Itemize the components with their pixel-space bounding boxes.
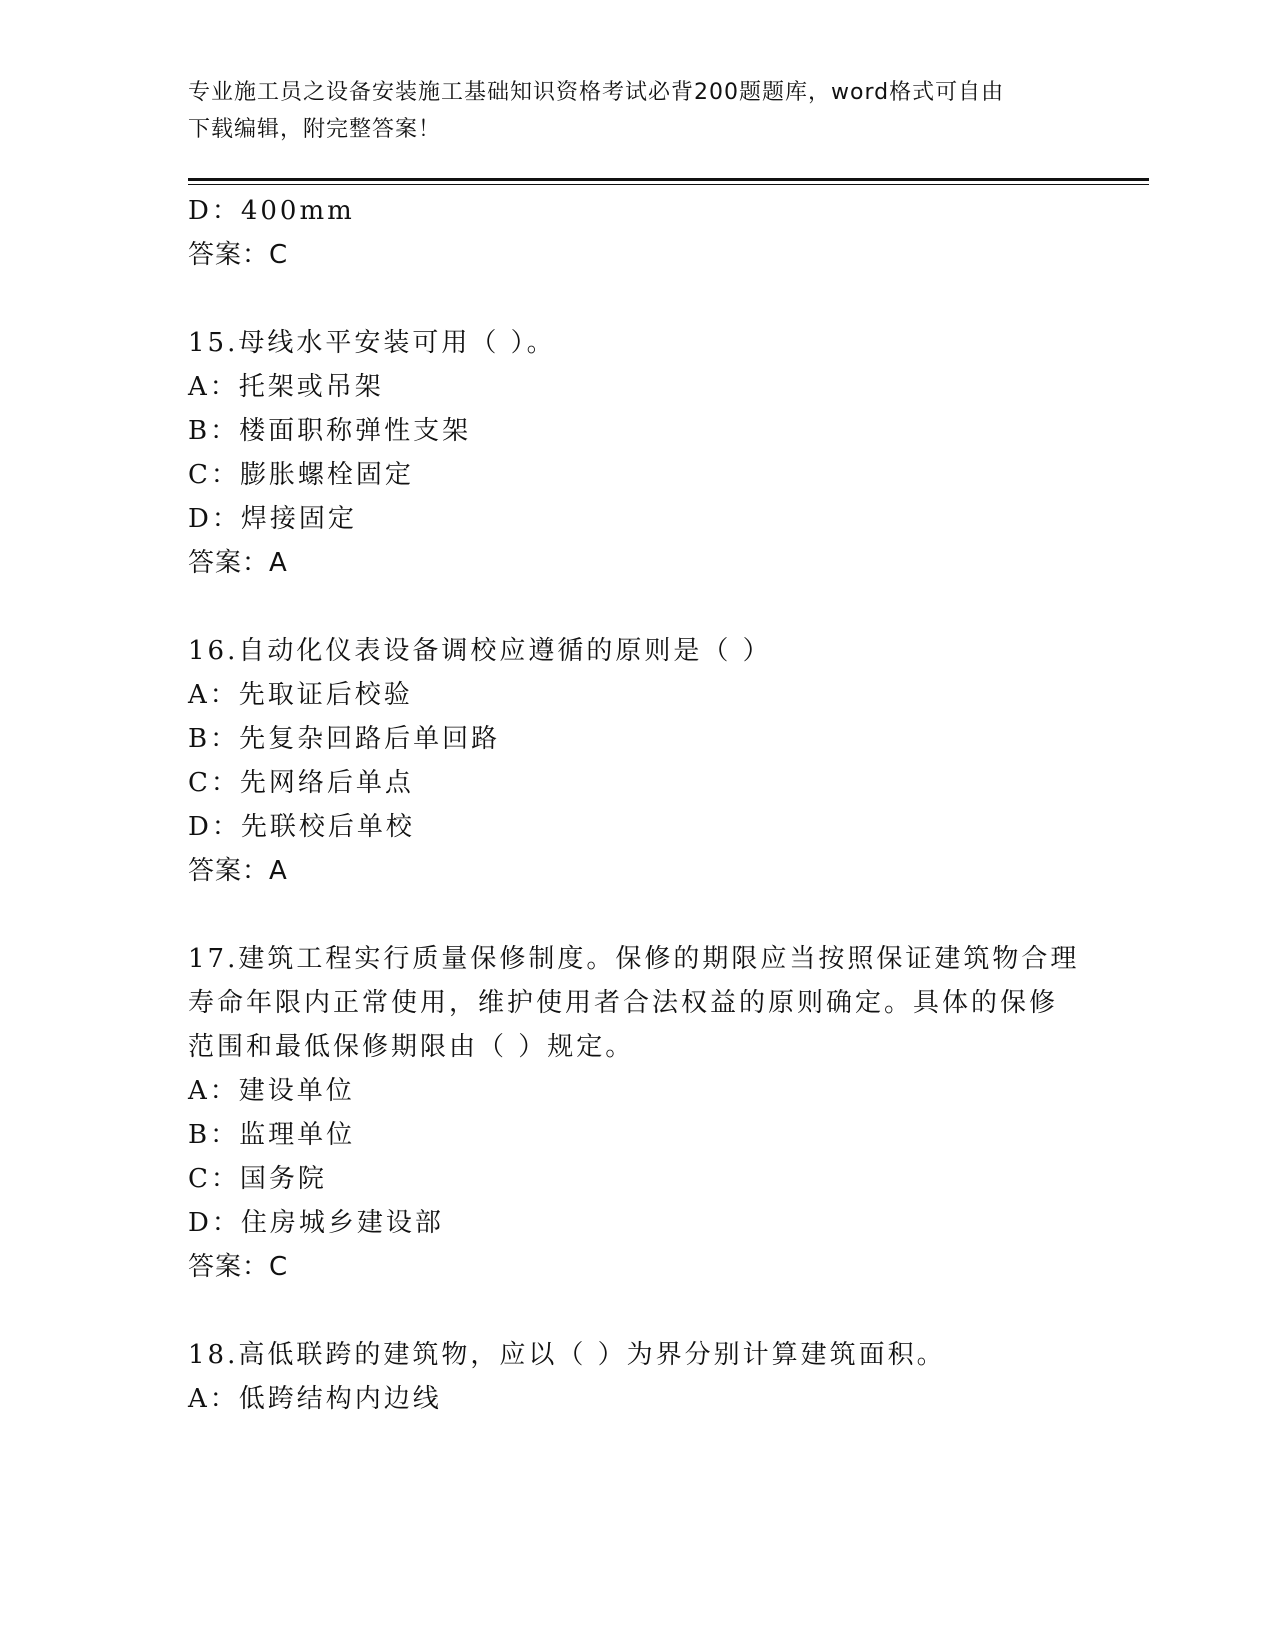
q18-stem: 18.高低联跨的建筑物，应以（ ）为界分别计算建筑面积。: [188, 1340, 946, 1370]
q16-stem: 16.自动化仪表设备调校应遵循的原则是（ ）: [188, 636, 772, 666]
q16-option-b: B：先复杂回路后单回路: [188, 724, 501, 754]
q16-answer: 答案：A: [188, 856, 288, 886]
q17-stem-line-3: 范围和最低保修期限由（ ）规定。: [188, 1032, 635, 1062]
q17-option-a: A：建设单位: [188, 1076, 355, 1106]
q17-option-d: D：住房城乡建设部: [188, 1208, 444, 1238]
q15-answer: 答案：A: [188, 548, 288, 578]
q17-stem-line-2: 寿命年限内正常使用，维护使用者合法权益的原则确定。具体的保修: [188, 988, 1059, 1018]
q17-option-b: B：监理单位: [188, 1120, 356, 1150]
q17-option-c: C：国务院: [188, 1164, 327, 1194]
q16-option-d: D：先联校后单校: [188, 812, 415, 842]
header-divider-thick: [188, 178, 1149, 181]
q15-stem: 15.母线水平安装可用（ ）。: [188, 328, 556, 358]
q17-answer: 答案：C: [188, 1252, 289, 1282]
q16-option-a: A：先取证后校验: [188, 680, 413, 710]
document-header: [188, 74, 1088, 148]
q16-option-c: C：先网络后单点: [188, 768, 414, 798]
q15-option-b: B：楼面职称弹性支架: [188, 416, 472, 446]
prev-option-d: D：400mm: [188, 196, 355, 226]
q15-option-c: C：膨胀螺栓固定: [188, 460, 414, 490]
header-line-1: 专业施工员之设备安装施工基础知识资格考试必背200题题库，word格式可自由: [188, 80, 1005, 105]
q15-option-d: D：焊接固定: [188, 504, 357, 534]
q18-option-a: A：低跨结构内边线: [188, 1384, 442, 1414]
header-divider-thin: [188, 184, 1149, 185]
header-line-2: 下载编辑，附完整答案！: [188, 117, 442, 142]
q15-option-a: A：托架或吊架: [188, 372, 384, 402]
prev-answer: 答案：C: [188, 240, 289, 270]
q17-stem-line-1: 17.建筑工程实行质量保修制度。保修的期限应当按照保证建筑物合理: [188, 944, 1080, 974]
